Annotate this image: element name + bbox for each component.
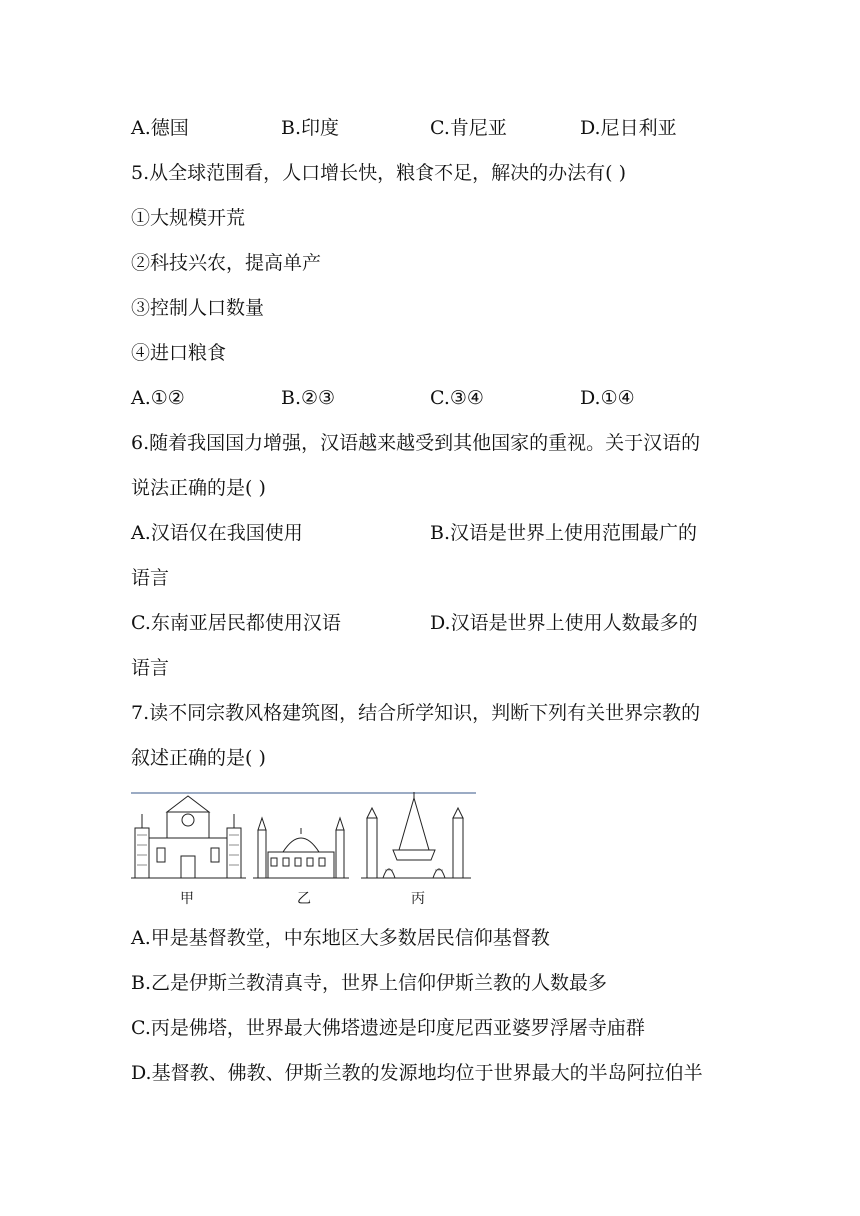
q6-stem-line1: 6.随着我国国力增强，汉语越来越受到其他国家的重视。关于汉语的 — [131, 432, 701, 454]
q7-option-b: B.乙是伊斯兰教清真寺，世界上信仰伊斯兰教的人数最多 — [131, 972, 608, 994]
figure-caption-yi: 乙 — [297, 891, 311, 907]
q6-option-b-cont: 语言 — [131, 567, 170, 589]
q4-option-b: B.印度 — [281, 117, 340, 139]
q5-item-3: ③控制人口数量 — [131, 297, 265, 319]
q4-option-d: D.尼日利亚 — [580, 117, 677, 139]
church-illustration — [131, 796, 246, 878]
q5-option-d: D.①④ — [580, 387, 635, 409]
q6-option-a: A.汉语仅在我国使用 — [131, 522, 303, 544]
q7-option-a: A.甲是基督教堂，中东地区大多数居民信仰基督教 — [131, 927, 550, 949]
q5-stem: 5.从全球范围看，人口增长快，粮食不足，解决的办法有( ) — [131, 162, 626, 184]
q5-option-a: A.①② — [131, 387, 185, 409]
q6-option-c: C.东南亚居民都使用汉语 — [131, 612, 341, 634]
q4-option-c: C.肯尼亚 — [430, 117, 507, 139]
q5-option-b: B.②③ — [281, 387, 336, 409]
q7-stem-line1: 7.读不同宗教风格建筑图，结合所学知识，判断下列有关世界宗教的 — [131, 702, 701, 724]
figure-caption-bing: 丙 — [411, 891, 425, 907]
mosque-illustration — [253, 818, 349, 878]
q6-option-d-cont: 语言 — [131, 657, 170, 679]
q7-option-d: D.基督教、佛教、伊斯兰教的发源地均位于世界最大的半岛阿拉伯半 — [131, 1062, 703, 1084]
q5-item-4: ④进口粮食 — [131, 342, 227, 364]
q7-option-c: C.丙是佛塔，世界最大佛塔遗迹是印度尼西亚婆罗浮屠寺庙群 — [131, 1017, 645, 1039]
q6-stem-line2: 说法正确的是( ) — [131, 477, 266, 499]
figure-caption-jia: 甲 — [180, 891, 194, 907]
q6-option-d: D.汉语是世界上使用人数最多的 — [430, 612, 698, 634]
q5-item-2: ②科技兴农，提高单产 — [131, 252, 322, 274]
q4-option-a: A.德国 — [131, 117, 189, 139]
q5-option-c: C.③④ — [430, 387, 484, 409]
pagoda-illustration — [361, 792, 471, 878]
q5-item-1: ①大规模开荒 — [131, 207, 246, 229]
q7-stem-line2: 叙述正确的是( ) — [131, 747, 266, 769]
q6-option-b: B.汉语是世界上使用范围最广的 — [430, 522, 698, 544]
